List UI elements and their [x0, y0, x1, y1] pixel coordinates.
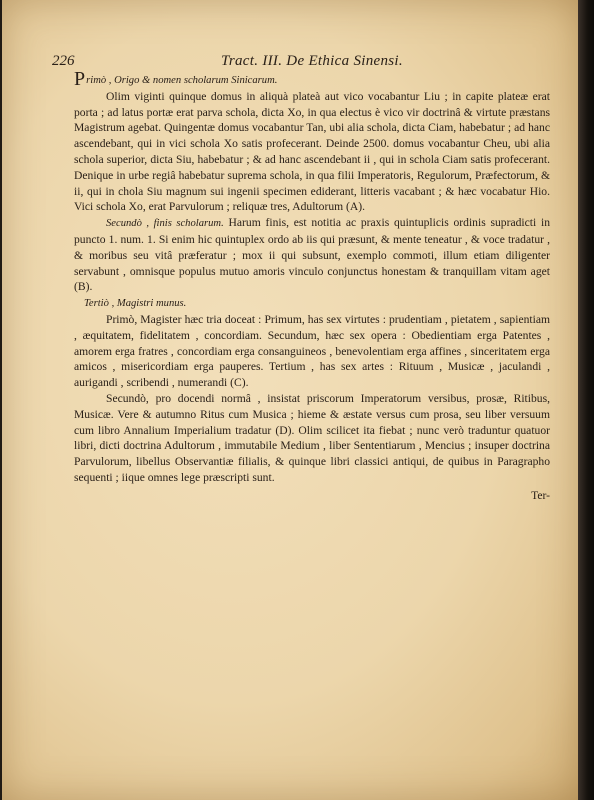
section-heading: Tertiò , Magistri munus.: [84, 298, 187, 310]
section-dropcap: P: [74, 68, 86, 90]
catchword: Ter-: [531, 488, 550, 502]
running-title: Tract. III. De Ethica Sinensi.: [221, 53, 403, 69]
section-heading-line: [74, 68, 550, 90]
body-paragraph: Secundò, pro docendi normâ , insistat priscorum Imperatorum versibus, prosæ, Ritibus, Musicæ. Vere & autumno Ritus cum Musica ; hieme & æstate versus cum prosa, seu liber versuum cum libro Annalium Imperialium tradatur (D). Olim scilicet ita fiebat ; nunc verò traduntur quatuor libri, dicti doctrina Adultorum , immutabile Medium , liber Sententiarum , Mencius ; insuper doctrina Parvulorum, libellus Observantiæ filialis, & quinque libri classici antiqui, de quibus in Paragrapho sequenti ; iique omnes lege præscripti sunt.: [74, 391, 550, 484]
body-paragraph: [74, 215, 550, 295]
section-heading: Secundò , finis scholarum.: [106, 218, 224, 230]
section-heading: rimò , Origo & nomen scholarum Sinicarum.: [86, 75, 278, 86]
section-heading-line: [84, 295, 550, 312]
page-header: [52, 46, 550, 72]
page-content: [52, 46, 550, 504]
paper-page: [2, 0, 580, 800]
body-paragraph: Olim viginti quinque domus in aliquà plateà aut vico vocabantur Liu ; in capite plateæ erat porta ; ad latus portæ erat parva schola, dicta Xo, in qua electus è vico vir doctrinâ & virtute præstans Magistrum agebat. Quingentæ domus vocabantur Tan, ubi alia schola, dicta Ciam, habebatur ; ad hanc ascendebant, qui in vici schola Xo satis profecerant. Deinde 2500. domus vocabantur Cheu, ubi alia schola superior, dicta Siu, habebatur ; & ad hanc ascendebant ii , qui in schola Ciam satis profecerant. Denique in urbe regiâ habebatur suprema schola, in qua filii Imperatoris, Regulorum, Præfectorum, & ii, qui in chola Siu magnum sui ingenii specimen ediderant, litteris vacabant ; & hæc vocabatur Hio. Vici schola Xo, erat Parvulorum ; reliquæ tres, Adultorum (A).: [74, 89, 550, 214]
section-inline-text: Harum finis, est notitia ac praxis quintuplicis ordinis supradicti in puncto 1. num. 1. Si enim hic quintuplex ordo ab iis qui præsunt, & mente teneatur , & voce tradatur , & moribus seu vitâ præferatur ; mox ii qui subsunt, exemplo commoti, illum etiam diligenter servabunt , omnisque populus mutuo amoris vinculo conjunctus honestam & tranquillam vitam aget (B).: [74, 216, 550, 294]
page-number: 226: [52, 53, 75, 69]
scan-edge: [578, 0, 594, 800]
body-paragraph: Primò, Magister hæc tria doceat : Primum, has sex virtutes : prudentiam , pietatem , sapientiam , æquitatem, fidelitatem , concordiam. Secundum, hæc sex opera : Obedientiam erga Patentes , amorem erga fratres , concordiam erga consanguineos , benevolentiam erga affines , sinceritatem erga amicos , misericordiam erga pauperes. Tertium , has sex artes : Rituum , Musicæ , jaculandi , aurigandi , scribendi , numerandi (C).: [74, 312, 550, 390]
